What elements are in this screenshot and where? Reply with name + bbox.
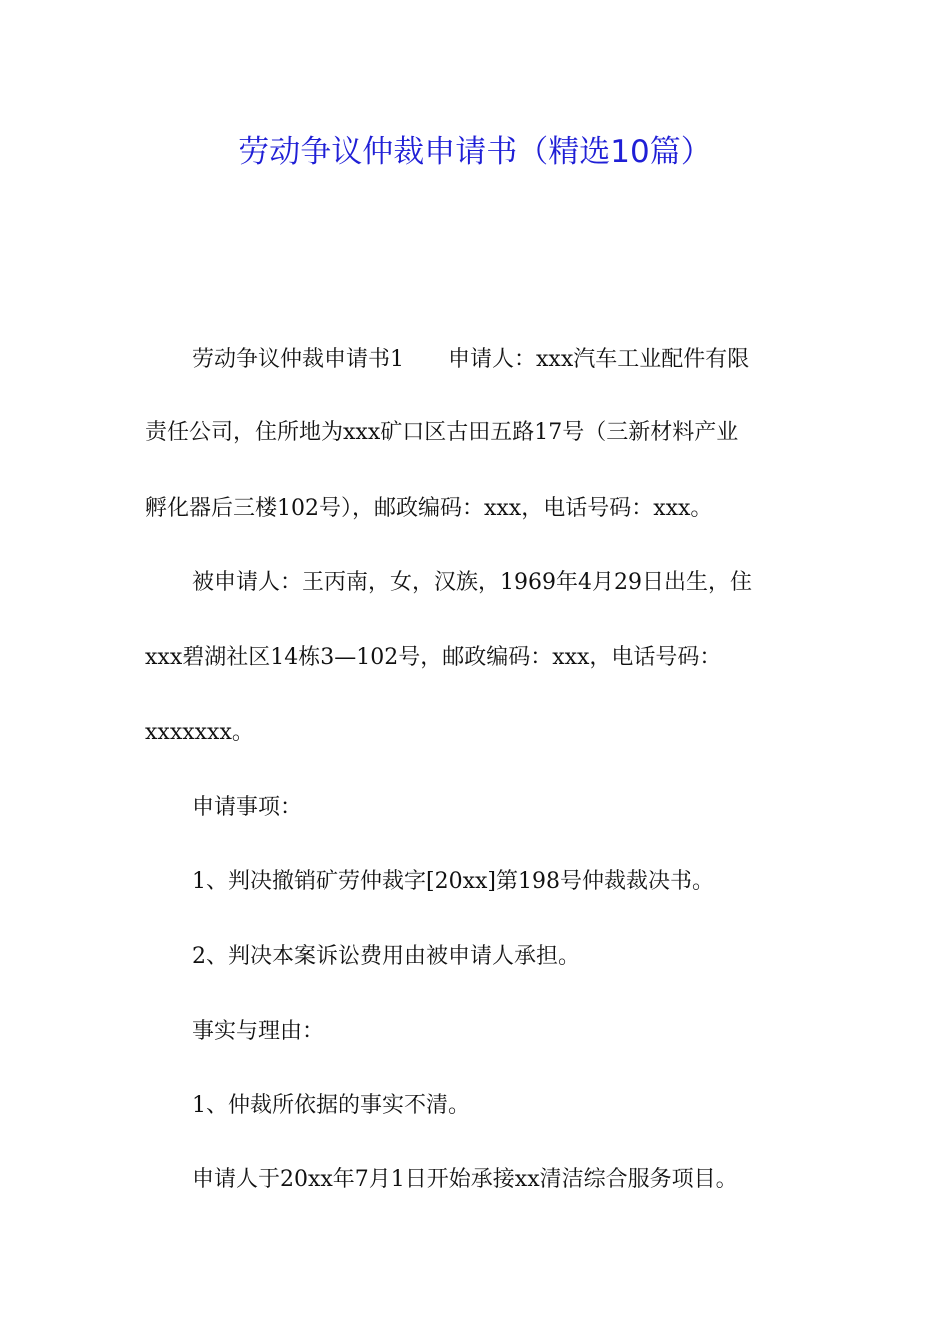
paragraph-line: 2、判决本案诉讼费用由被申请人承担。 (192, 944, 580, 969)
paragraph-line: 事实与理由： (192, 1019, 325, 1044)
document-title: 劳动争议仲裁申请书（精选10篇） (238, 134, 712, 170)
paragraph-line: 劳动争议仲裁申请书1 申请人：xxx汽车工业配件有限 (192, 347, 750, 372)
paragraph-line: 1、仲裁所依据的事实不清。 (192, 1093, 470, 1118)
paragraph-line: 1、判决撤销矿劳仲裁字[20xx]第198号仲裁裁决书。 (192, 869, 714, 894)
paragraph-line: xxxxxxx。 (145, 720, 254, 745)
paragraph-line: 被申请人：王丙南，女，汉族，1969年4月29日出生，住 (192, 570, 752, 595)
paragraph-line: 孵化器后三楼102号），邮政编码：xxx，电话号码：xxx。 (145, 496, 713, 521)
paragraph-line: 申请事项： (192, 795, 303, 820)
paragraph-line: 申请人于20xx年7月1日开始承接xx清洁综合服务项目。 (192, 1167, 738, 1192)
paragraph-line: xxx碧湖社区14栋3—102号，邮政编码：xxx，电话号码： (145, 645, 722, 670)
paragraph-line: 责任公司，住所地为xxx矿口区古田五路17号（三新材料产业 (145, 420, 739, 445)
